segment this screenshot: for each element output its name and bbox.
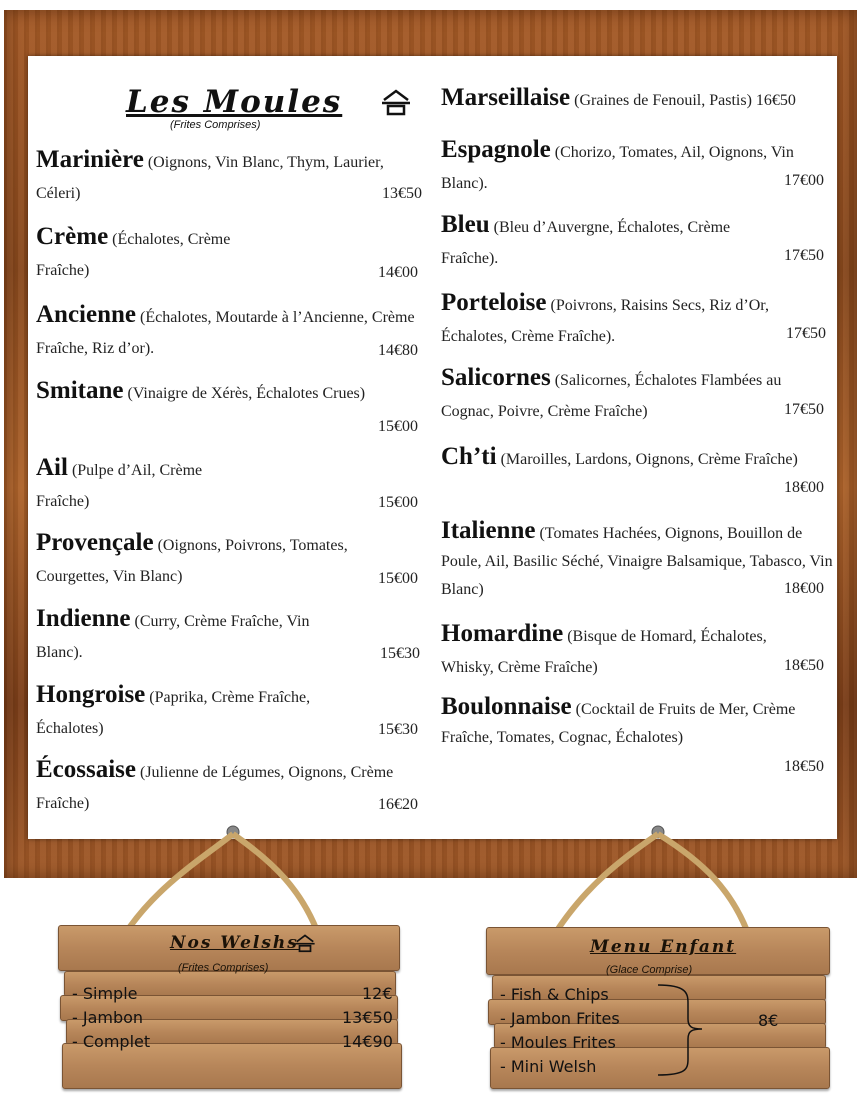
welsh-item: - Complet bbox=[72, 1032, 151, 1051]
menu-item bbox=[36, 679, 356, 744]
enfant-item: - Moules Frites bbox=[500, 1033, 616, 1052]
item-name: Marinière bbox=[36, 146, 144, 173]
item-desc: (Bisque de Homard, Échalotes, Whisky, Crème Fraîche) bbox=[441, 628, 767, 676]
item-desc: (Julienne de Légumes, Oignons, Crème Fraîche) bbox=[36, 764, 394, 812]
menu-item bbox=[441, 693, 801, 752]
welsh-item: - Jambon bbox=[72, 1008, 144, 1027]
item-price: 13€50 bbox=[382, 185, 422, 202]
moules-subtitle: (Frites Comprises) bbox=[170, 119, 261, 131]
enfant-title: Menu Enfant bbox=[590, 937, 737, 957]
item-name: Crème bbox=[36, 223, 109, 250]
item-name: Espagnole bbox=[441, 136, 551, 163]
enfant-item: - Jambon Frites bbox=[500, 1009, 620, 1028]
item-name: Indienne bbox=[36, 605, 131, 632]
item-name: Hongroise bbox=[36, 681, 146, 708]
menu-item bbox=[441, 618, 821, 683]
item-name: Ancienne bbox=[36, 301, 136, 328]
moules-title: Les Moules bbox=[126, 84, 343, 120]
item-price: 15€30 bbox=[380, 645, 420, 662]
item-name: Provençale bbox=[36, 529, 154, 556]
menu-item bbox=[441, 362, 826, 427]
item-desc: (Poivrons, Raisins Secs, Riz d’Or, Échalotes, Crème Fraîche). bbox=[441, 297, 769, 345]
item-desc: (Paprika, Crème Fraîche, Échalotes) bbox=[36, 689, 311, 737]
item-desc: (Chorizo, Tomates, Ail, Oignons, Vin Blanc). bbox=[441, 144, 794, 192]
menu-item bbox=[441, 287, 831, 352]
menu-item bbox=[36, 527, 396, 592]
item-price: 18€50 bbox=[784, 758, 824, 775]
welsh-item: - Simple bbox=[72, 984, 138, 1003]
menu-item bbox=[36, 221, 266, 286]
item-price: 15€00 bbox=[378, 494, 418, 511]
menu-board bbox=[28, 56, 837, 839]
item-name: Boulonnaise bbox=[441, 693, 572, 720]
enfant-item: - Fish & Chips bbox=[500, 985, 609, 1004]
item-desc: (Cocktail de Fruits de Mer, Crème Fraîche, Tomates, Cognac, Échalotes) bbox=[441, 701, 796, 746]
item-name: Smitane bbox=[36, 377, 124, 404]
item-name: Ch’ti bbox=[441, 443, 497, 470]
item-name: Salicornes bbox=[441, 364, 551, 391]
item-desc: (Curry, Crème Fraîche, Vin Blanc). bbox=[36, 613, 310, 661]
enfant-subtitle: (Glace Comprise) bbox=[606, 964, 693, 976]
item-name: Italienne bbox=[441, 517, 536, 544]
menu-item bbox=[441, 134, 821, 199]
item-price: 16€20 bbox=[378, 796, 418, 813]
item-name: Porteloise bbox=[441, 289, 547, 316]
menu-item bbox=[36, 144, 428, 209]
item-name: Homardine bbox=[441, 620, 564, 647]
item-price: 15€00 bbox=[378, 418, 418, 435]
item-price: 18€50 bbox=[784, 657, 824, 674]
item-price: 15€00 bbox=[378, 570, 418, 587]
item-name: Marseillaise bbox=[441, 84, 571, 111]
menu-item bbox=[36, 299, 428, 364]
welsh-price: 14€90 bbox=[342, 1032, 393, 1051]
item-price: 15€30 bbox=[378, 721, 418, 738]
item-desc: (Oignons, Vin Blanc, Thym, Laurier, Céleri) bbox=[36, 154, 384, 202]
item-name: Bleu bbox=[441, 211, 490, 238]
house-icon bbox=[294, 933, 316, 957]
enfant-item: - Mini Welsh bbox=[500, 1057, 597, 1076]
menu-enfant-sign bbox=[486, 927, 832, 1095]
menu-item bbox=[441, 441, 806, 475]
item-desc: (Pulpe d’Ail, Crème Fraîche) bbox=[36, 462, 203, 510]
item-price: 17€00 bbox=[784, 172, 824, 189]
menu-item bbox=[441, 517, 836, 604]
item-price: 14€80 bbox=[378, 342, 418, 359]
item-price: 16€50 bbox=[755, 92, 796, 109]
item-price: 17€50 bbox=[784, 247, 824, 264]
item-desc: (Oignons, Poivrons, Tomates, Courgettes, Vin Blanc) bbox=[36, 537, 348, 585]
wooden-frame bbox=[4, 10, 857, 878]
item-desc: (Maroilles, Lardons, Oignons, Crème Fraîche) bbox=[500, 451, 798, 468]
welsh-price: 12€ bbox=[362, 984, 393, 1003]
welsh-title: Nos Welshs bbox=[170, 933, 299, 953]
brace-icon bbox=[656, 983, 706, 1077]
menu-item bbox=[36, 452, 246, 517]
menu-item bbox=[36, 375, 366, 409]
item-price: 17€50 bbox=[784, 401, 824, 418]
item-desc: (Vinaigre de Xérès, Échalotes Crues) bbox=[127, 385, 366, 402]
item-desc: (Échalotes, Crème Fraîche) bbox=[36, 231, 231, 279]
item-desc: (Échalotes, Moutarde à l’Ancienne, Crème Fraîche, Riz d’or). bbox=[36, 309, 415, 357]
enfant-price: 8€ bbox=[758, 1011, 779, 1030]
item-name: Écossaise bbox=[36, 756, 136, 783]
menu-item bbox=[441, 82, 836, 116]
item-price: 14€00 bbox=[378, 264, 418, 281]
item-price: 18€00 bbox=[784, 580, 824, 597]
welsh-subtitle: (Frites Comprises) bbox=[178, 962, 269, 974]
menu-item bbox=[441, 209, 781, 274]
item-desc: (Salicornes, Échalotes Flambées au Cognac, Poivre, Crème Fraîche) bbox=[441, 372, 782, 420]
house-icon bbox=[380, 88, 412, 122]
welsh-sign bbox=[58, 925, 404, 1095]
menu-item bbox=[36, 603, 356, 668]
item-price: 17€50 bbox=[786, 325, 826, 342]
item-desc: (Graines de Fenouil, Pastis) bbox=[574, 92, 752, 109]
menu-item bbox=[36, 754, 396, 819]
item-desc: (Bleu d’Auvergne, Échalotes, Crème Fraîche). bbox=[441, 219, 731, 267]
item-name: Ail bbox=[36, 454, 68, 481]
item-desc: (Tomates Hachées, Oignons, Bouillon de Poule, Ail, Basilic Séché, Vinaigre Balsamique, Tabasco, Vin Blanc) bbox=[441, 525, 833, 598]
welsh-price: 13€50 bbox=[342, 1008, 393, 1027]
item-price: 18€00 bbox=[784, 479, 824, 496]
